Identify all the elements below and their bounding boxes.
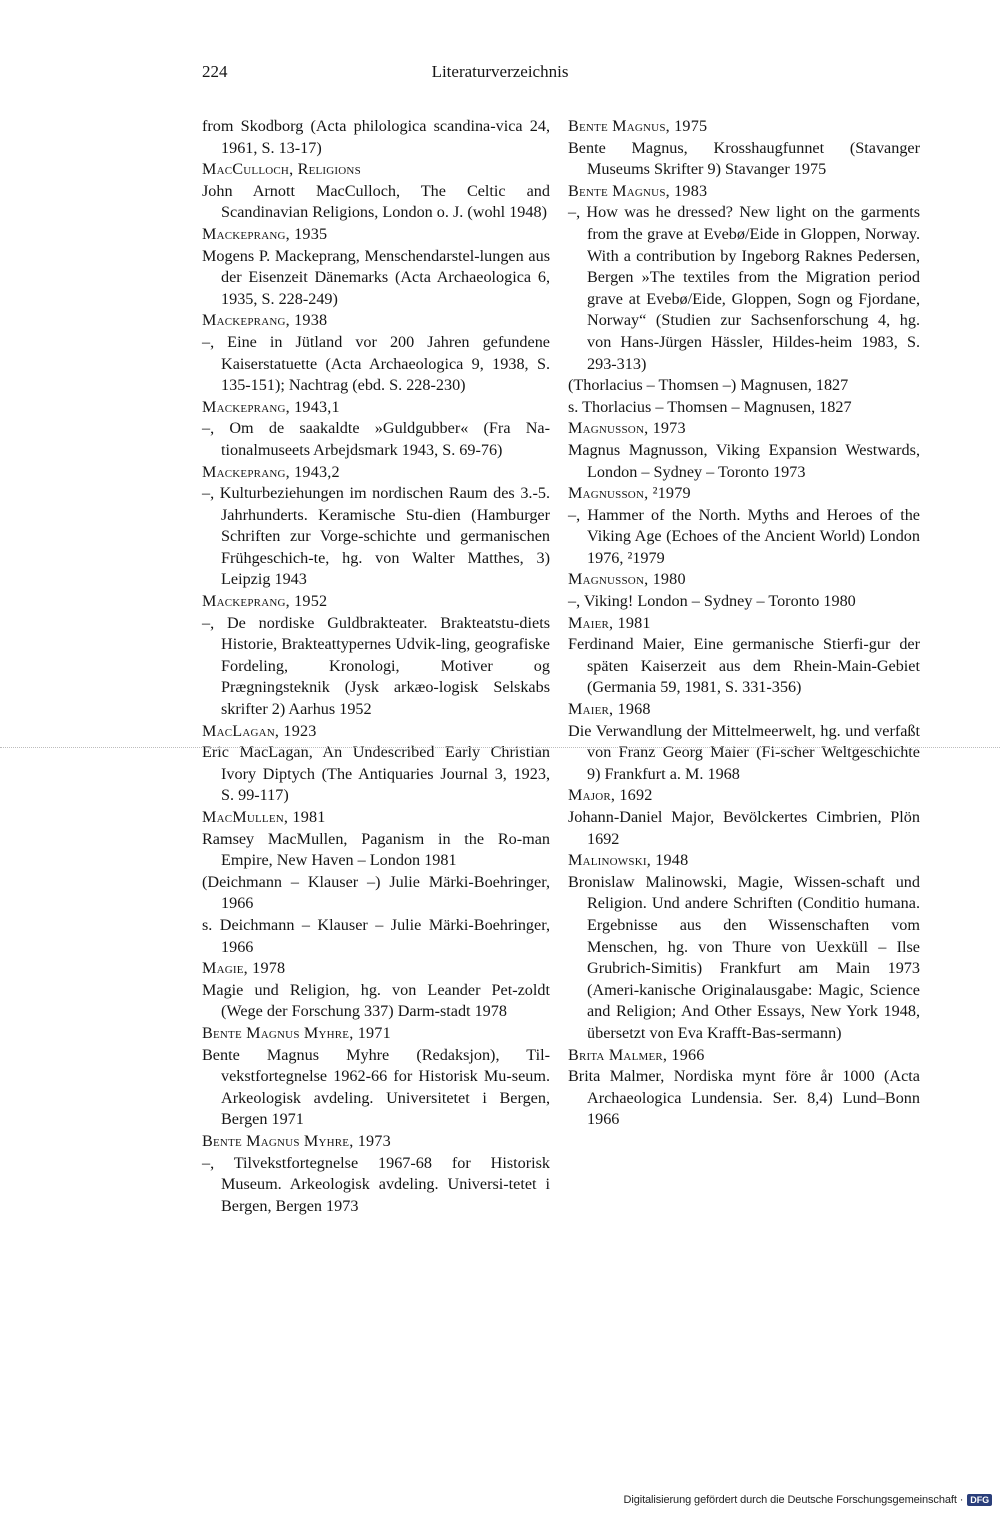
bibliography-entry: [202, 613, 550, 721]
left-column: [202, 116, 550, 1217]
entry-text: –, Tilvekstfortegnelse 1967-68 for Historisk Museum. Arkeologisk avdeling. Universi-tetet i Bergen, Bergen 1973: [202, 1153, 550, 1215]
bibliography-entry: [202, 310, 550, 332]
dfg-logo-icon: DFG: [967, 1494, 992, 1506]
entry-heading: Magnusson, ²1979: [568, 484, 691, 503]
entry-heading: Maier, 1968: [568, 700, 651, 719]
bibliography-entry: [568, 569, 920, 591]
entry-heading: MacCulloch, Religions: [202, 160, 361, 179]
entry-text: Brita Malmer, Nordiska mynt före år 1000 (Acta Archaeologica Lundensia. Ser. 8,4) Lund–Bonn 1966: [568, 1067, 920, 1129]
bibliography-entry: [568, 138, 920, 181]
entry-text: –, How was he dressed? New light on the garments from the grave at Evebø/Eide in Gloppen, Norway. With a contribution by Ingeborg Raknes Pedersen, Bergen »The textiles from the Migration period grave at Evebø/Eide, Gloppen, Sogn og Fjordane, Norway“ (Studien zur Sachsenforschung 4, hg. von Hans-Jürgen Hässler, Hildes-heim 1983, S. 293-313): [568, 203, 920, 373]
entry-text: s. Thorlacius – Thomsen – Magnusen, 1827: [568, 397, 852, 416]
entry-text: Bronislaw Malinowski, Magie, Wissen-schaft und Religion. Und andere Schriften (Conditio humana. Ergebnisse aus den Wissenschaften vom Menschen, hg. von Thure von Uexküll – Ilse Grubrich-Simitis) Frankfurt am Main 1973 (Ameri-kanische Originalausgabe: Magic, Science and Religion; And Other Essays, New York 1948, übersetzt von Eva Krafft-Bas-sermann): [568, 872, 920, 1042]
entry-heading: MacMullen, 1981: [202, 808, 326, 826]
bibliography-entry: [202, 1153, 550, 1218]
entry-text: Bente Magnus Myhre (Redaksjon), Til-vekstfortegnelse 1962-66 for Historisk Mu-seum. Arkeologisk avdeling. Universitetet i Bergen, Bergen 1971: [202, 1045, 550, 1129]
bibliography-entry: [568, 505, 920, 570]
scan-artifact-divider: [0, 747, 1000, 748]
bibliography-entry: [568, 785, 920, 807]
entry-text: (Deichmann – Klauser –) Julie Märki-Boehringer, 1966: [202, 872, 550, 913]
entry-heading: Major, 1692: [568, 786, 653, 805]
entry-heading: Mackeprang, 1952: [202, 592, 328, 611]
entry-text: –, De nordiske Guldbrakteater. Brakteatstu-diets Historie, Brakteattypernes Udvik-ling, geografiske Fordeling, Kronologi, Motiver og Prægningsteknik (Jysk arkæo-logisk Selskabs skrifter 2) Aarhus 1952: [202, 613, 550, 719]
entry-heading: Bente Magnus, 1983: [568, 181, 708, 200]
entry-text: Ramsey MacMullen, Paganism in the Ro-man Empire, New Haven – London 1981: [202, 829, 550, 870]
bibliography-entry: [568, 872, 920, 1045]
bibliography-entry: [568, 375, 920, 397]
entry-text: –, Hammer of the North. Myths and Heroes of the Viking Age (Echoes of the Ancient World) London 1976, ²1979: [568, 505, 920, 567]
bibliography-entry: [568, 613, 920, 635]
entry-text: Mogens P. Mackeprang, Menschendarstel-lungen aus der Eisenzeit Dänemarks (Acta Archaeologica 6, 1935, S. 228-249): [202, 246, 550, 308]
bibliography-entry: [568, 181, 920, 203]
bibliography-entry: [202, 872, 550, 915]
entry-text: from Skodborg (Acta philologica scandina-vica 24, 1961, S. 13-17): [202, 117, 550, 157]
entry-text: –, Eine in Jütland vor 200 Jahren gefundene Kaiserstatuette (Acta Archaeologica 9, 1938, S. 135-151); Nachtrag (ebd. S. 228-230): [202, 332, 550, 395]
entry-heading: Maier, 1981: [568, 613, 651, 632]
entry-heading: Magie, 1978: [202, 959, 286, 978]
bibliography-entry: [202, 1045, 550, 1131]
bibliography-entry: [568, 1066, 920, 1131]
bibliography-entry: [568, 418, 920, 440]
entry-text: s. Deichmann – Klauser – Julie Märki-Boehringer, 1966: [202, 915, 550, 956]
bibliography-entry: [202, 958, 550, 980]
bibliography-entry: [568, 699, 920, 721]
bibliography-entry: [202, 462, 550, 484]
entry-heading: Bente Magnus Myhre, 1971: [202, 1023, 391, 1042]
entry-heading: Mackeprang, 1935: [202, 224, 328, 243]
entry-text: Die Verwandlung der Mittelmeerwelt, hg. und verfaßt von Franz Georg Maier (Fi-scher Weltgeschichte 9) Frankfurt a. M. 1968: [568, 721, 920, 783]
bibliography-entry: [202, 483, 550, 591]
bibliography-entry: [202, 980, 550, 1023]
entry-text: (Thorlacius – Thomsen –) Magnusen, 1827: [568, 376, 849, 395]
bibliography-entry: [568, 202, 920, 375]
bibliography-entry: [568, 116, 920, 138]
bibliography-entry: [568, 850, 920, 872]
entry-heading: Malinowski, 1948: [568, 851, 689, 870]
bibliography-entry: [568, 721, 920, 786]
entry-heading: Bente Magnus, 1975: [568, 117, 708, 135]
entry-text: –, Om de saakaldte »Guldgubber« (Fra Na-tionalmuseets Arbejdsmark 1943, S. 69-76): [202, 419, 550, 459]
entry-heading: MacLagan, 1923: [202, 721, 317, 740]
bibliography-entry: [202, 332, 550, 397]
bibliography-entry: [202, 116, 550, 159]
bibliography-entry: [202, 591, 550, 613]
bibliography-entry: [568, 634, 920, 699]
running-head: Literaturverzeichnis: [431, 62, 569, 81]
bibliography-entry: [202, 246, 550, 311]
bibliography-entry: [202, 807, 550, 829]
bibliography-entry: [202, 1023, 550, 1045]
entry-text: –, Viking! London – Sydney – Toronto 1980: [568, 592, 856, 611]
bibliography-entry: [202, 1131, 550, 1153]
entry-text: Eric MacLagan, An Undescribed Early Christian Ivory Diptych (The Antiquaries Journal 3, 1923, S. 99-117): [202, 743, 550, 805]
entry-text: –, Kulturbeziehungen im nordischen Raum des 3.-5. Jahrhunderts. Keramische Stu-dien (Hamburger Schriften zur Vorge-schichte und germanischen Frühgeschich-te, hg. von Walter Matthes, 3) Leipzig 1943: [202, 484, 550, 589]
entry-text: Magie und Religion, hg. von Leander Pet-zoldt (Wege der Forschung 337) Darm-stadt 1978: [202, 980, 550, 1021]
entry-text: Johann-Daniel Major, Bevölckertes Cimbrien, Plön 1692: [568, 808, 920, 848]
bibliography-entry: [202, 159, 550, 181]
bibliography-entry: [568, 440, 920, 483]
bibliography-entry: [202, 829, 550, 872]
bibliography-entry: [202, 915, 550, 958]
entry-heading: Mackeprang, 1943,2: [202, 462, 340, 481]
bibliography-entry: [568, 807, 920, 850]
bibliography-entry: [202, 742, 550, 807]
bibliography-entry: [202, 224, 550, 246]
bibliography-entry: [202, 397, 550, 419]
bibliography-entry: [568, 591, 920, 613]
page-header: [0, 62, 1000, 86]
entry-text: John Arnott MacCulloch, The Celtic and Scandinavian Religions, London o. J. (wohl 1948): [202, 181, 550, 222]
bibliography-entry: [568, 483, 920, 505]
footer-text: Digitalisierung gefördert durch die Deutsche Forschungsgemeinschaft ·: [623, 1494, 964, 1506]
entry-text: Ferdinand Maier, Eine germanische Stierfi-gur der späten Kaiserzeit aus dem Rhein-Main-Gebiet (Germania 59, 1981, S. 331-356): [568, 635, 920, 697]
entry-text: Bente Magnus, Krosshaugfunnet (Stavanger Museums Skrifter 9) Stavanger 1975: [568, 138, 920, 179]
bibliography-entry: [568, 1045, 920, 1067]
footer: [624, 1494, 992, 1506]
entry-heading: Brita Malmer, 1966: [568, 1045, 705, 1064]
bibliography-entry: [202, 721, 550, 743]
entry-heading: Bente Magnus Myhre, 1973: [202, 1131, 391, 1150]
bibliography-entry: [202, 418, 550, 461]
bibliography-entry: [202, 181, 550, 224]
page-number: 224: [202, 62, 228, 81]
entry-heading: Magnusson, 1980: [568, 570, 686, 589]
entry-text: Magnus Magnusson, Viking Expansion Westwards, London – Sydney – Toronto 1973: [568, 440, 920, 481]
entry-heading: Mackeprang, 1938: [202, 311, 328, 330]
bibliography-entry: [568, 397, 920, 419]
entry-heading: Mackeprang, 1943,1: [202, 397, 340, 416]
entry-heading: Magnusson, 1973: [568, 419, 686, 438]
right-column: [568, 116, 920, 1131]
